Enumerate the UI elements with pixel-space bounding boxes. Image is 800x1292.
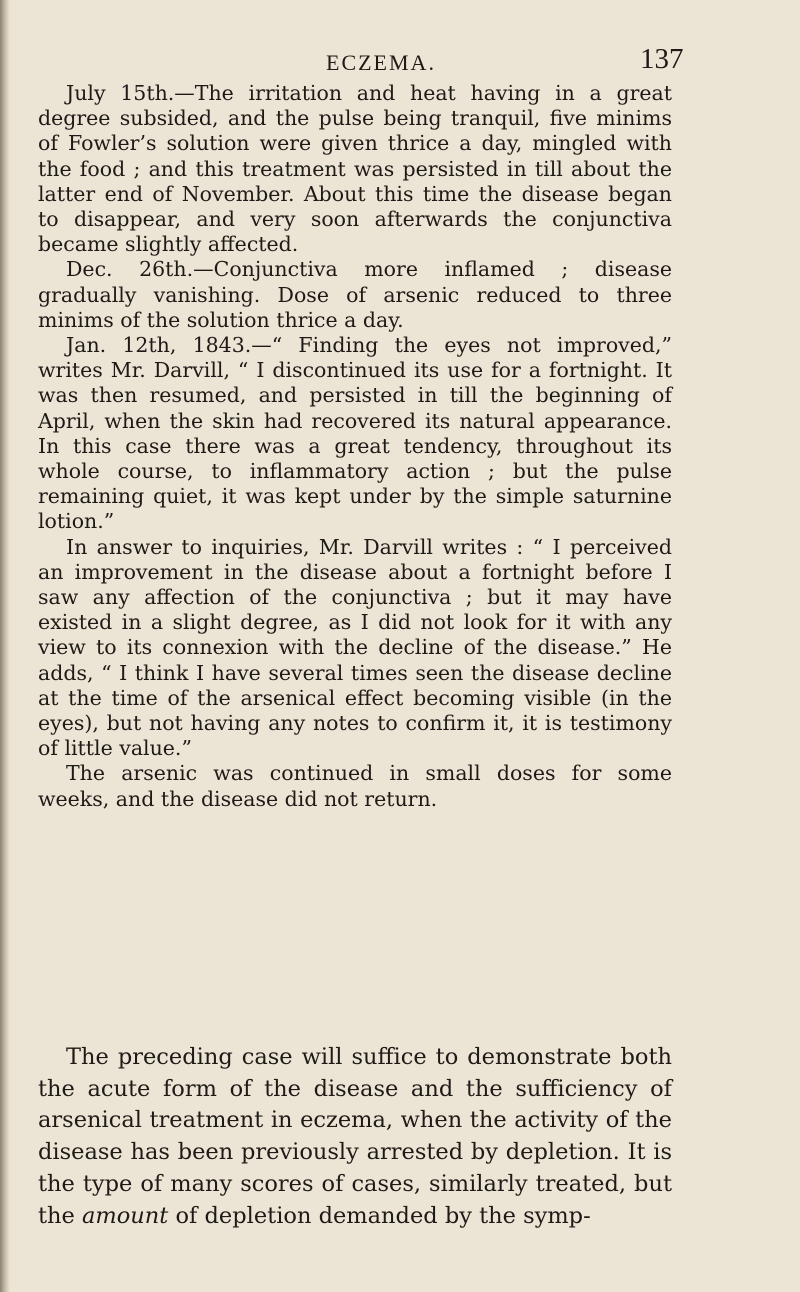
paragraph-jan-12: Jan. 12th, 1843.—“ Finding the eyes not improved,” writes Mr. Darvill, “ I discontinued its use for a fortnight. It was then resumed, and persisted in till the beginning of April, when the skin had recovered its natural appearance. In this case there was a great tendency, throughout its whole course, to inflammatory action ; but the pulse remaining quiet, it was kept under by the simple saturnine lotion.” xyxy=(38,333,672,534)
page-number: 137 xyxy=(640,43,684,75)
commentary-text-start: The preceding case will suffice to demonstrate both the acute form of the disease and the sufficiency of arsenical treatment in eczema, when the activity of the disease has been previously arrested by depletion. It is the type of many scores of cases, similarly treated, but the xyxy=(38,1044,672,1229)
running-head: ECZEMA. xyxy=(326,50,436,75)
paragraph-arsenic-continued: The arsenic was continued in small doses for some weeks, and the disease did not return. xyxy=(38,761,672,811)
paragraph-darvill-answer: In answer to inquiries, Mr. Darvill writes : “ I perceived an improvement in the disease about a fortnight before I saw any affection of the conjunctiva ; but it may have existed in a slight degree, as I did not look for it with any view to its connexion with the decline of the disease.” He adds, “ I think I have several times seen the disease decline at the time of the arsenical effect becoming visible (in the eyes), but not having any notes to confirm it, it is testimony of little value.” xyxy=(38,534,672,761)
commentary-text-end: of depletion demanded by the symp- xyxy=(168,1202,591,1229)
paragraph-dec-26: Dec. 26th.—Conjunctiva more inflamed ; disease gradually vanishing. Dose of arsenic reduced to three minims of the solution thrice a day. xyxy=(38,257,672,332)
paragraph-july-15: July 15th.—The irritation and heat having in a great degree subsided, and the pulse being tranquil, five minims of Fowler’s solution were given thrice a day, mingled with the food ; and this treatment was persisted in till about the latter end of November. About this time the disease began to disappear, and very soon afterwards the conjunctiva became slightly affected. xyxy=(38,81,672,257)
commentary xyxy=(38,1042,672,1232)
emphasized-word: amount xyxy=(82,1202,169,1229)
case-notes xyxy=(38,81,672,812)
commentary-paragraph xyxy=(38,1042,672,1232)
